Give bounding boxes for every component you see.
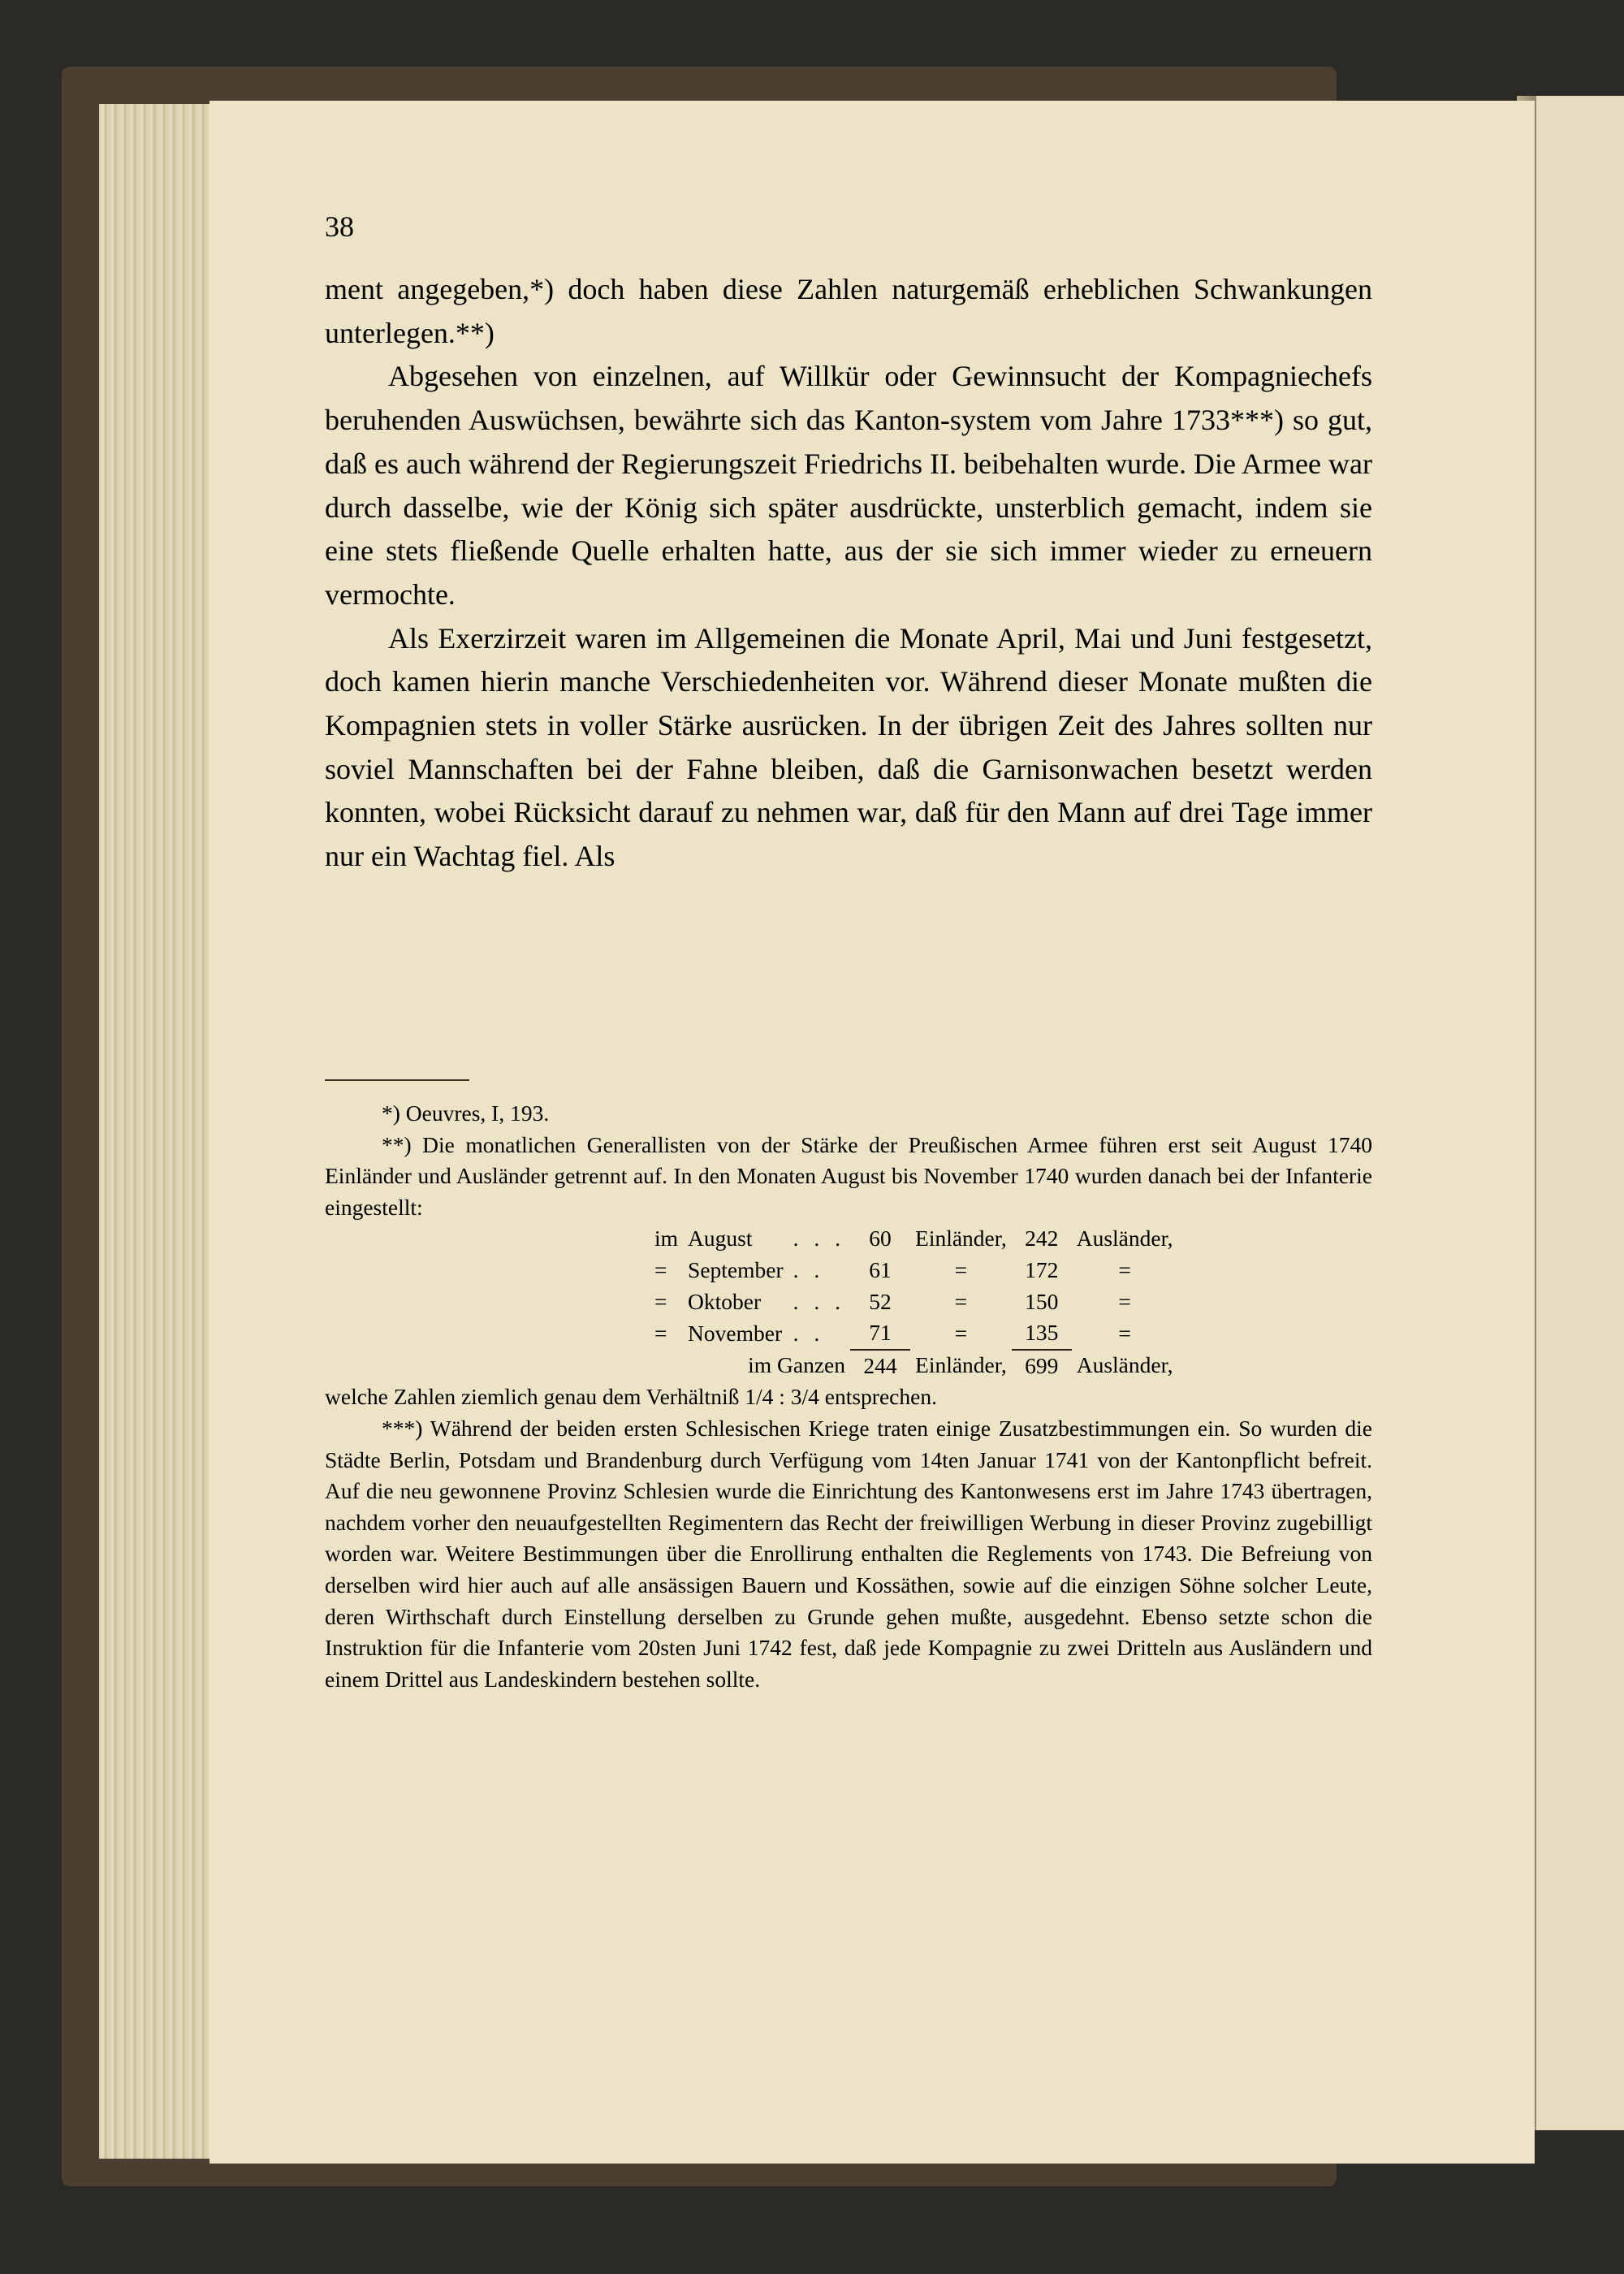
body-text: [325, 268, 1372, 879]
page-number: 38: [325, 210, 354, 243]
auslaender-count: 135: [1012, 1317, 1072, 1350]
einlaender-count: 61: [869, 1256, 892, 1282]
table-total-row: [650, 1350, 1178, 1382]
auslaender-count: 242: [1025, 1226, 1059, 1252]
ditto-mark: =: [954, 1256, 968, 1282]
footnote-1: *) Oeuvres, I, 193.: [382, 1100, 550, 1126]
auslaender-count: 150: [1025, 1288, 1059, 1314]
row-prefix: =: [654, 1288, 667, 1314]
leader-dots: . .: [793, 1256, 825, 1282]
footnote-2-continuation: welche Zahlen ziemlich genau dem Verhältniß 1/4 : 3/4 entsprechen.: [325, 1384, 937, 1410]
einlaender-count: 52: [869, 1288, 892, 1314]
einlaender-count: 60: [869, 1226, 892, 1252]
table-row: [650, 1286, 1178, 1318]
einlaender-total: 244: [863, 1352, 897, 1378]
table-row: [650, 1223, 1178, 1255]
row-prefix: im: [654, 1226, 679, 1252]
row-prefix: =: [654, 1256, 667, 1282]
auslaender-count: 172: [1025, 1256, 1059, 1282]
page-edges: [99, 104, 219, 2159]
month: August: [688, 1226, 753, 1252]
footnote-divider: [325, 1079, 469, 1081]
footnotes: [325, 1098, 1372, 1695]
auslaender-label: Ausländer,: [1076, 1352, 1173, 1378]
total-label: im Ganzen: [748, 1352, 846, 1378]
ditto-mark: =: [1118, 1256, 1131, 1282]
leader-dots: . . .: [793, 1226, 846, 1252]
ditto-mark: =: [1118, 1288, 1131, 1314]
einlaender-label: Einländer,: [915, 1226, 1007, 1252]
facing-page-edge: [1531, 96, 1624, 2130]
body-paragraph: Als Exerzirzeit waren im Allgemeinen die Monate April, Mai und Juni festgesetzt, doch kamen hierin manche Verschiedenheiten vor. Während dieser Monate mußten die Kompagnien stets in voller Stärke ausrücken. In der übrigen Zeit des Jahres sollten nur soviel Mannschaften bei der Fahne bleiben, daß die Garnisonwachen besetzt werden konnten, wobei Rücksicht darauf zu nehmen war, daß für den Mann auf drei Tage immer nur ein Wachtag fiel. Als: [325, 621, 1372, 873]
enrollment-table: [650, 1223, 1178, 1381]
month: November: [688, 1320, 783, 1346]
ditto-mark: =: [1118, 1320, 1131, 1346]
month: Oktober: [688, 1288, 762, 1314]
leader-dots: . . .: [793, 1288, 846, 1314]
body-paragraph: ment angegeben,*) doch haben diese Zahlen naturgemäß erheblichen Schwankungen unterlegen.**): [325, 273, 1372, 349]
leader-dots: . .: [793, 1320, 825, 1346]
footnote-3: ***) Während der beiden ersten Schlesischen Kriege traten einige Zusatzbestimmungen ein. So wurden die Städte Berlin, Potsdam und Brandenburg durch Verfügung vom 14ten Januar 1741 von der Kantonpflicht befreit. Auf die neu gewonnene Provinz Schlesien wurde die Einrichtung des Kantonwesens erst im Jahre 1743 übertragen, nachdem vorher den neuaufgestellten Regimentern das Recht der freiwilligen Werbung in dieser Provinz zugebilligt worden war. Weitere Bestimmungen über die Enrollirung enthalten die Reglements von 1743. Die Befreiung von derselben wird hier auch auf alle ansässigen Bauern und Kossäthen, sowie auf die einzigen Söhne solcher Leute, deren Wirthschaft durch Einstellung derselben zu Grunde gehen mußte, ausgedehnt. Ebenso setzte schon die Instruktion für die Infanterie vom 20sten Juni 1742 fest, daß jede Kompagnie zu zwei Dritteln aus Ausländern und einem Drittel aus Landeskindern bestehen sollte.: [325, 1415, 1372, 1692]
auslaender-total: 699: [1025, 1352, 1059, 1378]
month: September: [688, 1256, 784, 1282]
auslaender-label: Ausländer,: [1076, 1226, 1173, 1252]
einlaender-label: Einländer,: [915, 1352, 1007, 1378]
ditto-mark: =: [954, 1288, 968, 1314]
body-paragraph: Abgesehen von einzelnen, auf Willkür oder Gewinnsucht der Kompagniechefs beruhenden Auswüchsen, bewährte sich das Kanton-system vom Jahre 1733***) so gut, daß es auch während der Regierungszeit Friedrichs II. beibehalten wurde. Die Armee war durch dasselbe, wie der König sich später ausdrückte, unsterblich gemacht, indem sie eine stets fließende Quelle erhalten hatte, aus der sie sich immer wieder zu erneuern vermochte.: [325, 360, 1372, 611]
row-prefix: =: [654, 1320, 667, 1346]
footnote-2: **) Die monatlichen Generallisten von der Stärke der Preußischen Armee führen erst seit August 1740 Einländer und Ausländer getrennt auf. In den Monaten August bis November 1740 wurden danach bei der Infanterie eingestellt:: [325, 1131, 1372, 1220]
ditto-mark: =: [954, 1320, 968, 1346]
einlaender-count: 71: [850, 1317, 910, 1350]
table-row: [650, 1255, 1178, 1286]
table-row: [650, 1317, 1178, 1350]
